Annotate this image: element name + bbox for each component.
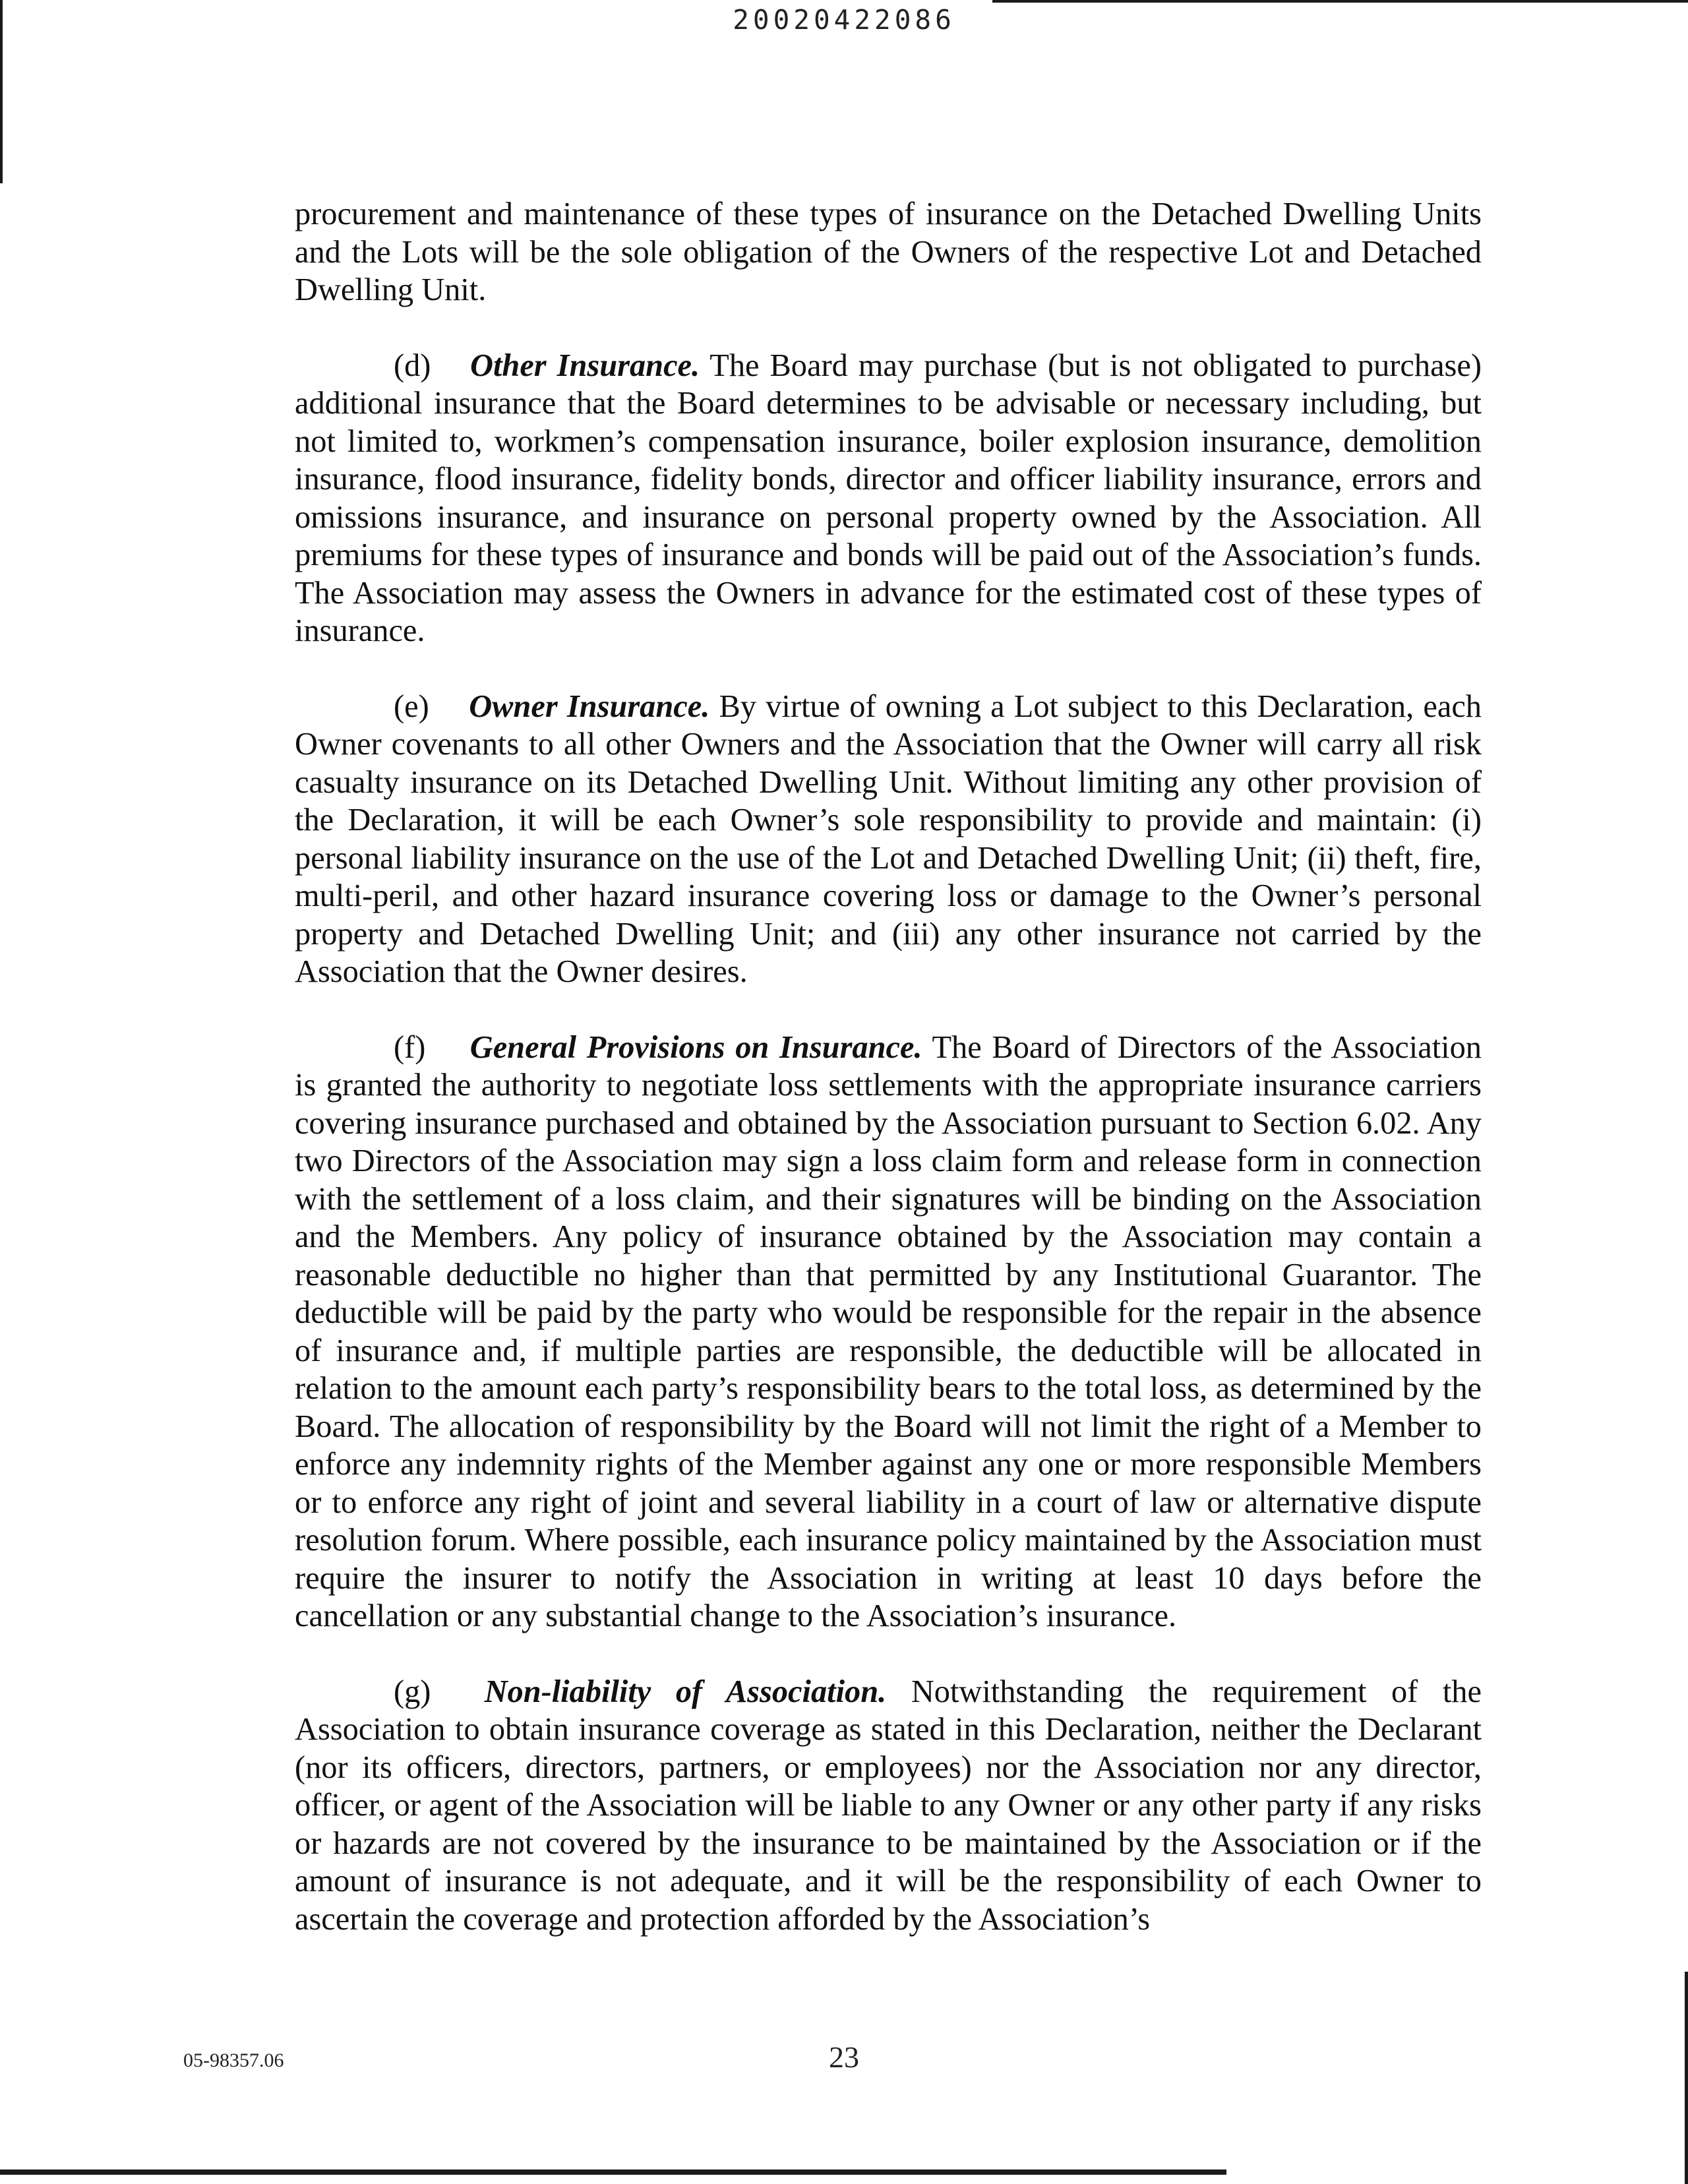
- scan-border-top: [992, 0, 1688, 3]
- paragraph-text: The Board may purchase (but is not obligated to purchase) additional insurance that the Board determines to be advisable or necessary including, but not limited to, workmen’s compensation insurance, boiler explosion insurance, demolition insurance, flood insurance, fidelity bonds, director and officer liability insurance, errors and omissions insurance, and insurance on personal property owned by the Association. All premiums for these types of insurance and bonds will be paid out of the Association’s funds. The Association may assess the Owners in advance for the estimated cost of these types of insurance.: [295, 348, 1482, 648]
- paragraph-heading: Non-liability of Association.: [484, 1674, 887, 1709]
- page-number: 23: [829, 2040, 859, 2074]
- paragraph-label: (g): [394, 1674, 431, 1709]
- paragraph-heading: Other Insurance.: [470, 348, 700, 383]
- paragraph-heading: General Provisions on Insurance.: [469, 1029, 922, 1065]
- paragraph-continuation: [295, 195, 1482, 309]
- paragraph-non-liability: [295, 1673, 1482, 1939]
- paragraph-heading: Owner Insurance.: [469, 688, 710, 724]
- scan-border-bottom: [0, 2169, 1226, 2175]
- paragraph-owner-insurance: [295, 688, 1482, 991]
- paragraph-general-provisions: [295, 1029, 1482, 1635]
- paragraph-text: Notwithstanding the requirement of the Association to obtain insurance coverage as stated in this Declaration, neither the Declarant (nor its officers, directors, partners, or employees) nor the Association nor any director, officer, or agent of the Association will be liable to any Owner or any other party if any risks or hazards are not covered by the insurance to be maintained by the Association or if the amount of insurance is not adequate, and it will be the responsibility of each Owner to ascertain the coverage and protection afforded by the Association’s: [295, 1674, 1482, 1937]
- paragraph-label: (e): [394, 688, 429, 724]
- scan-border-right: [1685, 1972, 1688, 2184]
- footer-document-code: 05-98357.06: [183, 2049, 284, 2071]
- document-body: [295, 195, 1482, 1976]
- document-id-stamp: 20020422086: [733, 4, 955, 36]
- paragraph-text: The Board of Directors of the Association is granted the authority to negotiate loss settlements with the appropriate insurance carriers covering insurance purchased and obtained by the Association pursuant to Section 6.02. Any two Directors of the Association may sign a loss claim form and release form in connection with the settlement of a loss claim, and their signatures will be binding on the Association and the Members. Any policy of insurance obtained by the Association may contain a reasonable deductible no higher than that permitted by any Institutional Guarantor. The deductible will be paid by the party who would be responsible for the repair in the absence of insurance and, if multiple parties are responsible, the deductible will be allocated in relation to the amount each party’s responsibility bears to the total loss, as determined by the Board. The allocation of responsibility by the Board will not limit the right of a Member to enforce any indemnity rights of the Member against any one or more responsible Members or to enforce any right of joint and several liability in a court of law or alternative dispute resolution forum. Where possible, each insurance policy maintained by the Association must require the insurer to notify the Association in writing at least 10 days before the cancellation or any substantial change to the Association’s insurance.: [295, 1029, 1482, 1633]
- paragraph-label: (f): [394, 1029, 426, 1065]
- paragraph-label: (d): [394, 348, 431, 383]
- paragraph-other-insurance: [295, 347, 1482, 650]
- paragraph-text: procurement and maintenance of these types of insurance on the Detached Dwelling Units and the Lots will be the sole obligation of the Owners of the respective Lot and Detached Dwelling Unit.: [295, 197, 1482, 307]
- paragraph-text: By virtue of owning a Lot subject to this Declaration, each Owner covenants to all other Owners and the Association that the Owner will carry all risk casualty insurance on its Detached Dwelling Unit. Without limiting any other provision of the Declaration, it will be each Owner’s sole responsibility to provide and maintain: (i) personal liability insurance on the use of the Lot and Detached Dwelling Unit; (ii) theft, fire, multi-peril, and other hazard insurance covering loss or damage to the Owner’s personal property and Detached Dwelling Unit; and (iii) any other insurance not carried by the Association that the Owner desires.: [295, 688, 1482, 989]
